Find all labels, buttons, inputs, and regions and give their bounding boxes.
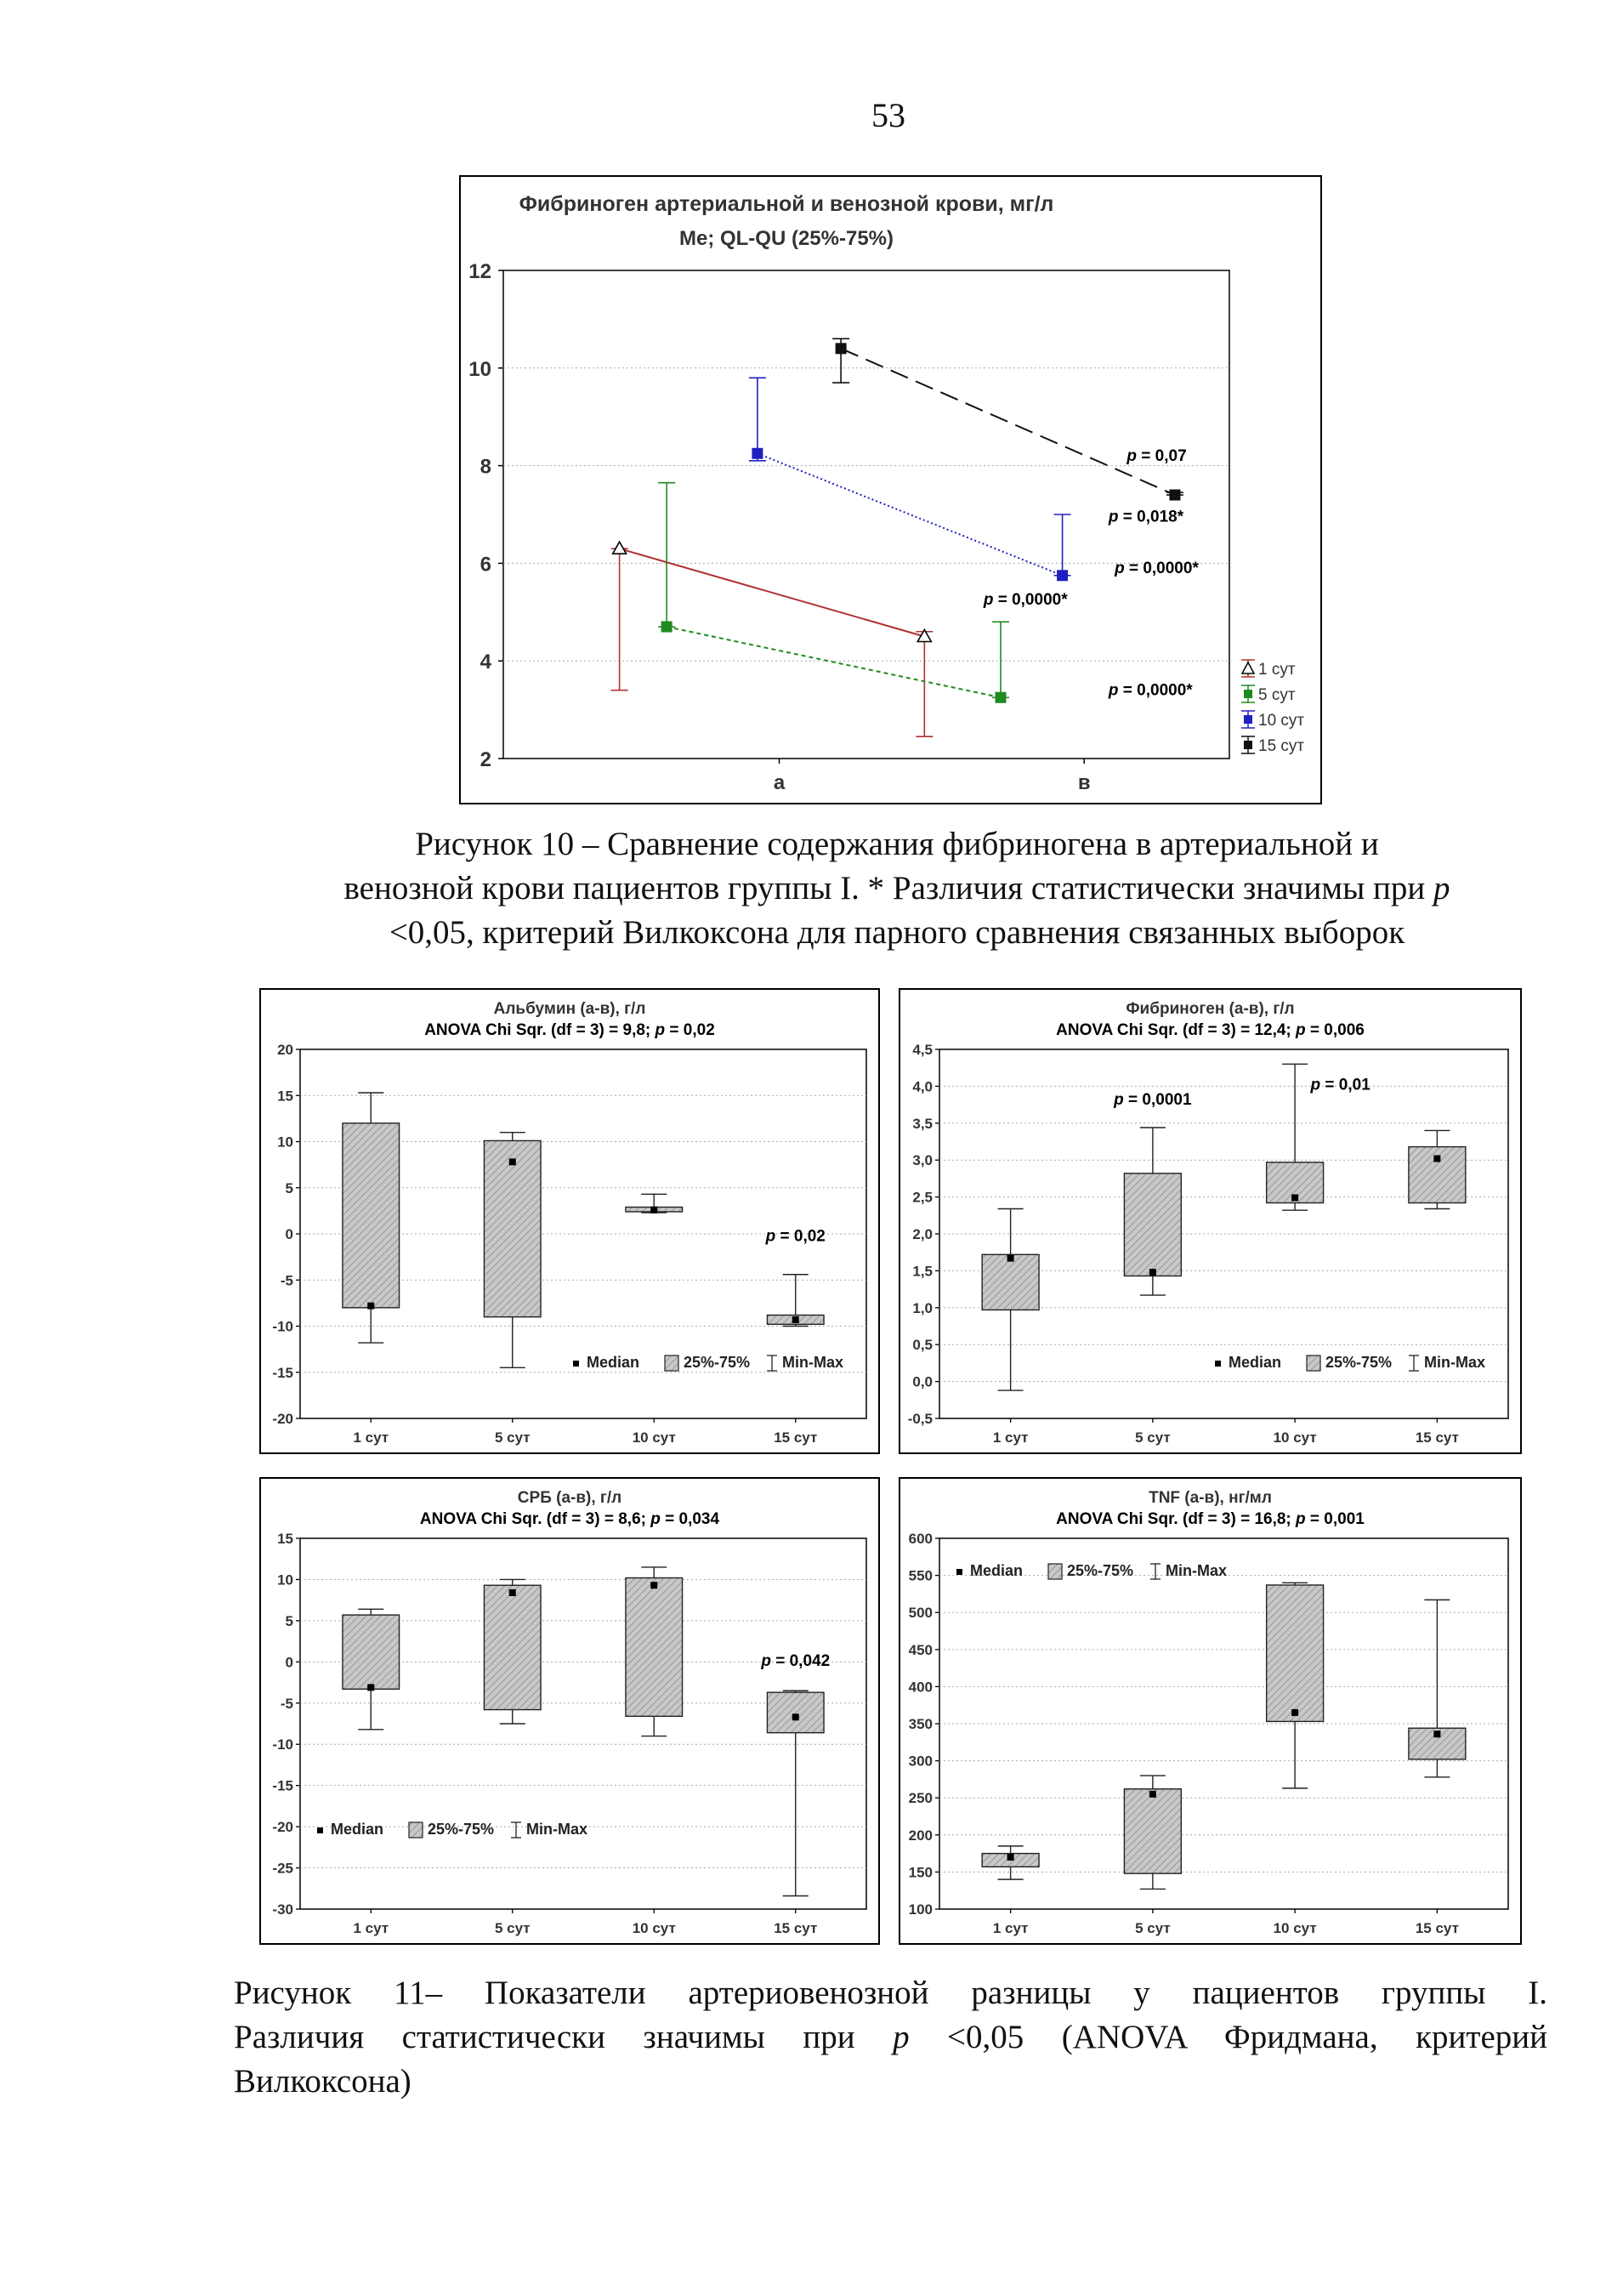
median-marker xyxy=(650,1207,657,1213)
y-tick-label: 5 xyxy=(285,1612,293,1629)
y-tick-label: 6 xyxy=(480,553,491,577)
figure-11-crp-box-chart xyxy=(259,1477,880,1945)
y-tick-label: 500 xyxy=(908,1605,933,1622)
box-iqr xyxy=(484,1585,541,1709)
legend-median-marker xyxy=(573,1361,579,1367)
x-tick-label: 15 сут xyxy=(1415,1920,1459,1936)
y-tick-label: 600 xyxy=(908,1531,933,1547)
x-tick-label: в xyxy=(1077,771,1091,794)
box-iqr xyxy=(1124,1174,1181,1276)
x-tick-label: 10 сут xyxy=(1273,1429,1317,1446)
median-marker xyxy=(792,1316,799,1323)
legend-median-label: Median xyxy=(587,1354,640,1371)
legend-median-marker xyxy=(956,1569,962,1575)
y-tick-label: 4 xyxy=(480,651,491,674)
box-iqr xyxy=(767,1692,824,1732)
y-tick-label: 10 xyxy=(277,1571,293,1588)
median-marker xyxy=(792,1713,799,1720)
x-tick-label: 10 сут xyxy=(1273,1920,1317,1936)
legend-label: 5 сут xyxy=(1258,686,1296,704)
legend-median-label: Median xyxy=(970,1562,1024,1579)
y-tick-label: 10 xyxy=(468,357,491,381)
chart-subtitle: ANOVA Chi Sqr. (df = 3) = 12,4; p = 0,006 xyxy=(1056,1021,1365,1039)
median-marker xyxy=(1007,1255,1014,1262)
chart-subtitle: ANOVA Chi Sqr. (df = 3) = 8,6; p = 0,034 xyxy=(419,1510,720,1528)
y-tick-label: 8 xyxy=(480,455,491,479)
box-iqr xyxy=(982,1254,1039,1310)
figure-10-caption-line-2 xyxy=(247,867,1547,911)
legend-box xyxy=(1048,1564,1062,1579)
y-tick-label: -25 xyxy=(272,1860,293,1877)
legend-whisker-label: Min-Max xyxy=(1424,1354,1485,1371)
figure-11-tnf-box-chart xyxy=(899,1477,1522,1945)
figure-10-caption-line-3: <0,05, критерий Вилкоксона для парного сравнения связанных выборок xyxy=(389,914,1405,951)
y-tick-label: 3,0 xyxy=(912,1152,933,1169)
legend-box-label: 25%-75% xyxy=(428,1821,495,1838)
y-tick-label: -5 xyxy=(280,1272,293,1289)
median-marker xyxy=(650,1582,657,1588)
y-tick-label: 0 xyxy=(285,1654,293,1671)
legend-box-label: 25%-75% xyxy=(1325,1354,1393,1371)
x-tick-label: 1 сут xyxy=(992,1920,1029,1936)
legend-whisker-label: Min-Max xyxy=(782,1354,843,1371)
legend-marker xyxy=(1244,715,1252,724)
x-tick-label: 15 сут xyxy=(1415,1429,1459,1446)
y-tick-label: 15 xyxy=(277,1088,293,1105)
y-tick-label: 15 xyxy=(277,1531,293,1547)
chart-title: СРБ (а-в), г/л xyxy=(517,1489,622,1507)
figure-11-caption xyxy=(234,1971,1547,2104)
y-tick-label: 12 xyxy=(468,260,491,283)
y-tick-label: 300 xyxy=(908,1753,933,1770)
y-tick-label: 450 xyxy=(908,1641,933,1658)
data-point xyxy=(1058,571,1068,581)
legend-box xyxy=(1307,1355,1320,1371)
y-tick-label: 10 xyxy=(277,1134,293,1151)
x-tick-label: 5 сут xyxy=(494,1920,531,1936)
chart-title: Фибриноген артериальной и венозной крови, мг/л xyxy=(519,192,1054,216)
x-tick-label: 10 сут xyxy=(632,1920,676,1936)
y-tick-label: -10 xyxy=(272,1318,293,1335)
data-point xyxy=(752,448,763,458)
median-marker xyxy=(1291,1194,1298,1201)
box-iqr xyxy=(343,1123,400,1308)
median-marker xyxy=(1291,1709,1298,1716)
legend-whisker-label: Min-Max xyxy=(526,1821,587,1838)
legend-box-label: 25%-75% xyxy=(1067,1562,1134,1579)
median-marker xyxy=(509,1589,516,1596)
legend-median-label: Median xyxy=(331,1821,384,1838)
chart-title: TNF (а-в), нг/мл xyxy=(1149,1489,1272,1507)
box-iqr xyxy=(1124,1789,1181,1873)
legend-marker xyxy=(1244,690,1252,698)
box-iqr xyxy=(626,1578,683,1717)
legend-box-label: 25%-75% xyxy=(684,1354,751,1371)
p-value-annotation: p = 0,0000* xyxy=(1115,559,1199,577)
caption-p-italic: p xyxy=(893,2019,910,2055)
x-tick-label: 1 сут xyxy=(353,1920,389,1936)
median-marker xyxy=(1433,1155,1440,1162)
p-value-annotation: p = 0,02 xyxy=(765,1227,826,1246)
median-marker xyxy=(367,1303,374,1310)
y-tick-label: 150 xyxy=(908,1864,933,1881)
y-tick-label: 350 xyxy=(908,1716,933,1732)
y-tick-label: 20 xyxy=(277,1042,293,1058)
median-marker xyxy=(367,1684,374,1691)
p-value-annotation: p = 0,042 xyxy=(761,1652,831,1671)
figure-11-caption-line-1: Рисунок 11– Показатели артериовенозной разницы у пациентов группы I. xyxy=(234,1975,1547,2011)
y-tick-label: -10 xyxy=(272,1736,293,1753)
y-tick-label: -20 xyxy=(272,1819,293,1836)
p-value-annotation: p = 0,0000* xyxy=(1108,681,1193,700)
p-value-annotation: p = 0,018* xyxy=(1108,508,1184,526)
legend-marker xyxy=(1244,741,1252,749)
caption-text: венозной крови пациентов группы I. * Различия статистически значимы при xyxy=(343,870,1434,906)
median-marker xyxy=(1149,1791,1156,1798)
y-tick-label: 2,0 xyxy=(912,1226,933,1242)
data-point xyxy=(1170,490,1180,500)
figure-11-fibrinogen-box-chart xyxy=(899,988,1522,1454)
legend-box xyxy=(409,1822,423,1838)
y-tick-label: 5 xyxy=(285,1179,293,1196)
x-tick-label: 10 сут xyxy=(632,1429,676,1446)
y-tick-label: 1,0 xyxy=(912,1299,933,1316)
chart-frame xyxy=(899,989,1521,1453)
median-marker xyxy=(509,1158,516,1165)
chart-subtitle: ANOVA Chi Sqr. (df = 3) = 16,8; p = 0,001 xyxy=(1056,1510,1365,1528)
y-tick-label: -15 xyxy=(272,1364,293,1381)
y-tick-label: 0,5 xyxy=(912,1337,933,1354)
p-value-annotation: p = 0,0001 xyxy=(1114,1091,1192,1110)
y-tick-label: -15 xyxy=(272,1777,293,1794)
y-tick-label: 100 xyxy=(908,1901,933,1918)
y-tick-label: -0,5 xyxy=(907,1411,933,1427)
legend-median-marker xyxy=(317,1827,323,1833)
x-tick-label: 5 сут xyxy=(1135,1920,1171,1936)
y-tick-label: -5 xyxy=(280,1695,293,1712)
p-value-annotation: p = 0,01 xyxy=(1310,1076,1370,1094)
y-tick-label: 200 xyxy=(908,1827,933,1844)
x-tick-label: 15 сут xyxy=(774,1429,818,1446)
y-tick-label: -20 xyxy=(272,1411,293,1427)
chart-title: Альбумин (а-в), г/л xyxy=(493,1000,646,1018)
caption-text: Различия статистически значимы при xyxy=(234,2019,894,2055)
x-tick-label: 1 сут xyxy=(992,1429,1029,1446)
legend-box xyxy=(665,1355,678,1371)
figure-10-line-chart xyxy=(459,175,1322,804)
y-tick-label: 2 xyxy=(480,748,491,771)
legend-label: 15 сут xyxy=(1258,737,1305,755)
data-point xyxy=(661,622,672,632)
y-tick-label: 250 xyxy=(908,1790,933,1807)
figure-10-caption xyxy=(247,822,1547,955)
x-tick-label: 1 сут xyxy=(353,1429,389,1446)
figure-11-caption-line-2 xyxy=(234,2015,1547,2060)
chart-subtitle: ANOVA Chi Sqr. (df = 3) = 9,8; p = 0,02 xyxy=(424,1021,715,1039)
y-tick-label: -30 xyxy=(272,1901,293,1918)
chart-frame xyxy=(899,1478,1521,1944)
y-tick-label: 400 xyxy=(908,1679,933,1696)
data-point xyxy=(836,344,846,354)
y-tick-label: 3,5 xyxy=(912,1115,933,1132)
figure-10-caption-line-1: Рисунок 10 – Сравнение содержания фибриногена в артериальной и xyxy=(415,826,1379,862)
y-tick-label: 4,0 xyxy=(912,1078,933,1095)
x-tick-label: 15 сут xyxy=(774,1920,818,1936)
legend-median-label: Median xyxy=(1229,1354,1282,1371)
chart-title: Фибриноген (а-в), г/л xyxy=(1126,1000,1295,1018)
box-iqr xyxy=(484,1140,541,1316)
legend-median-marker xyxy=(1215,1361,1221,1367)
median-marker xyxy=(1149,1269,1156,1276)
y-tick-label: 2,5 xyxy=(912,1189,933,1206)
y-tick-label: 0,0 xyxy=(912,1373,933,1390)
x-tick-label: а xyxy=(773,771,786,794)
box-iqr xyxy=(343,1615,400,1689)
caption-text: <0,05 (ANOVA Фридмана, критерий xyxy=(909,2019,1547,2055)
y-tick-label: 1,5 xyxy=(912,1263,933,1280)
x-tick-label: 5 сут xyxy=(1135,1429,1171,1446)
p-value-annotation: p = 0,0000* xyxy=(983,591,1068,610)
caption-p-italic: p xyxy=(1433,870,1450,906)
legend-label: 10 сут xyxy=(1258,712,1305,730)
p-value-annotation: p = 0,07 xyxy=(1126,446,1187,465)
chart-subtitle: Me; QL-QU (25%-75%) xyxy=(678,227,894,250)
legend-whisker-label: Min-Max xyxy=(1166,1562,1227,1579)
figure-11-caption-line-3: Вилкоксона) xyxy=(234,2063,411,2100)
y-tick-label: 550 xyxy=(908,1567,933,1584)
legend-label: 1 сут xyxy=(1258,661,1296,679)
y-tick-label: 4,5 xyxy=(912,1042,933,1058)
page-number: 53 xyxy=(871,96,905,134)
median-marker xyxy=(1433,1731,1440,1737)
box-iqr xyxy=(1267,1585,1324,1721)
data-point xyxy=(996,692,1006,702)
median-marker xyxy=(1007,1854,1014,1861)
figure-11-albumin-box-chart xyxy=(259,988,880,1454)
x-tick-label: 5 сут xyxy=(494,1429,531,1446)
y-tick-label: 0 xyxy=(285,1226,293,1242)
